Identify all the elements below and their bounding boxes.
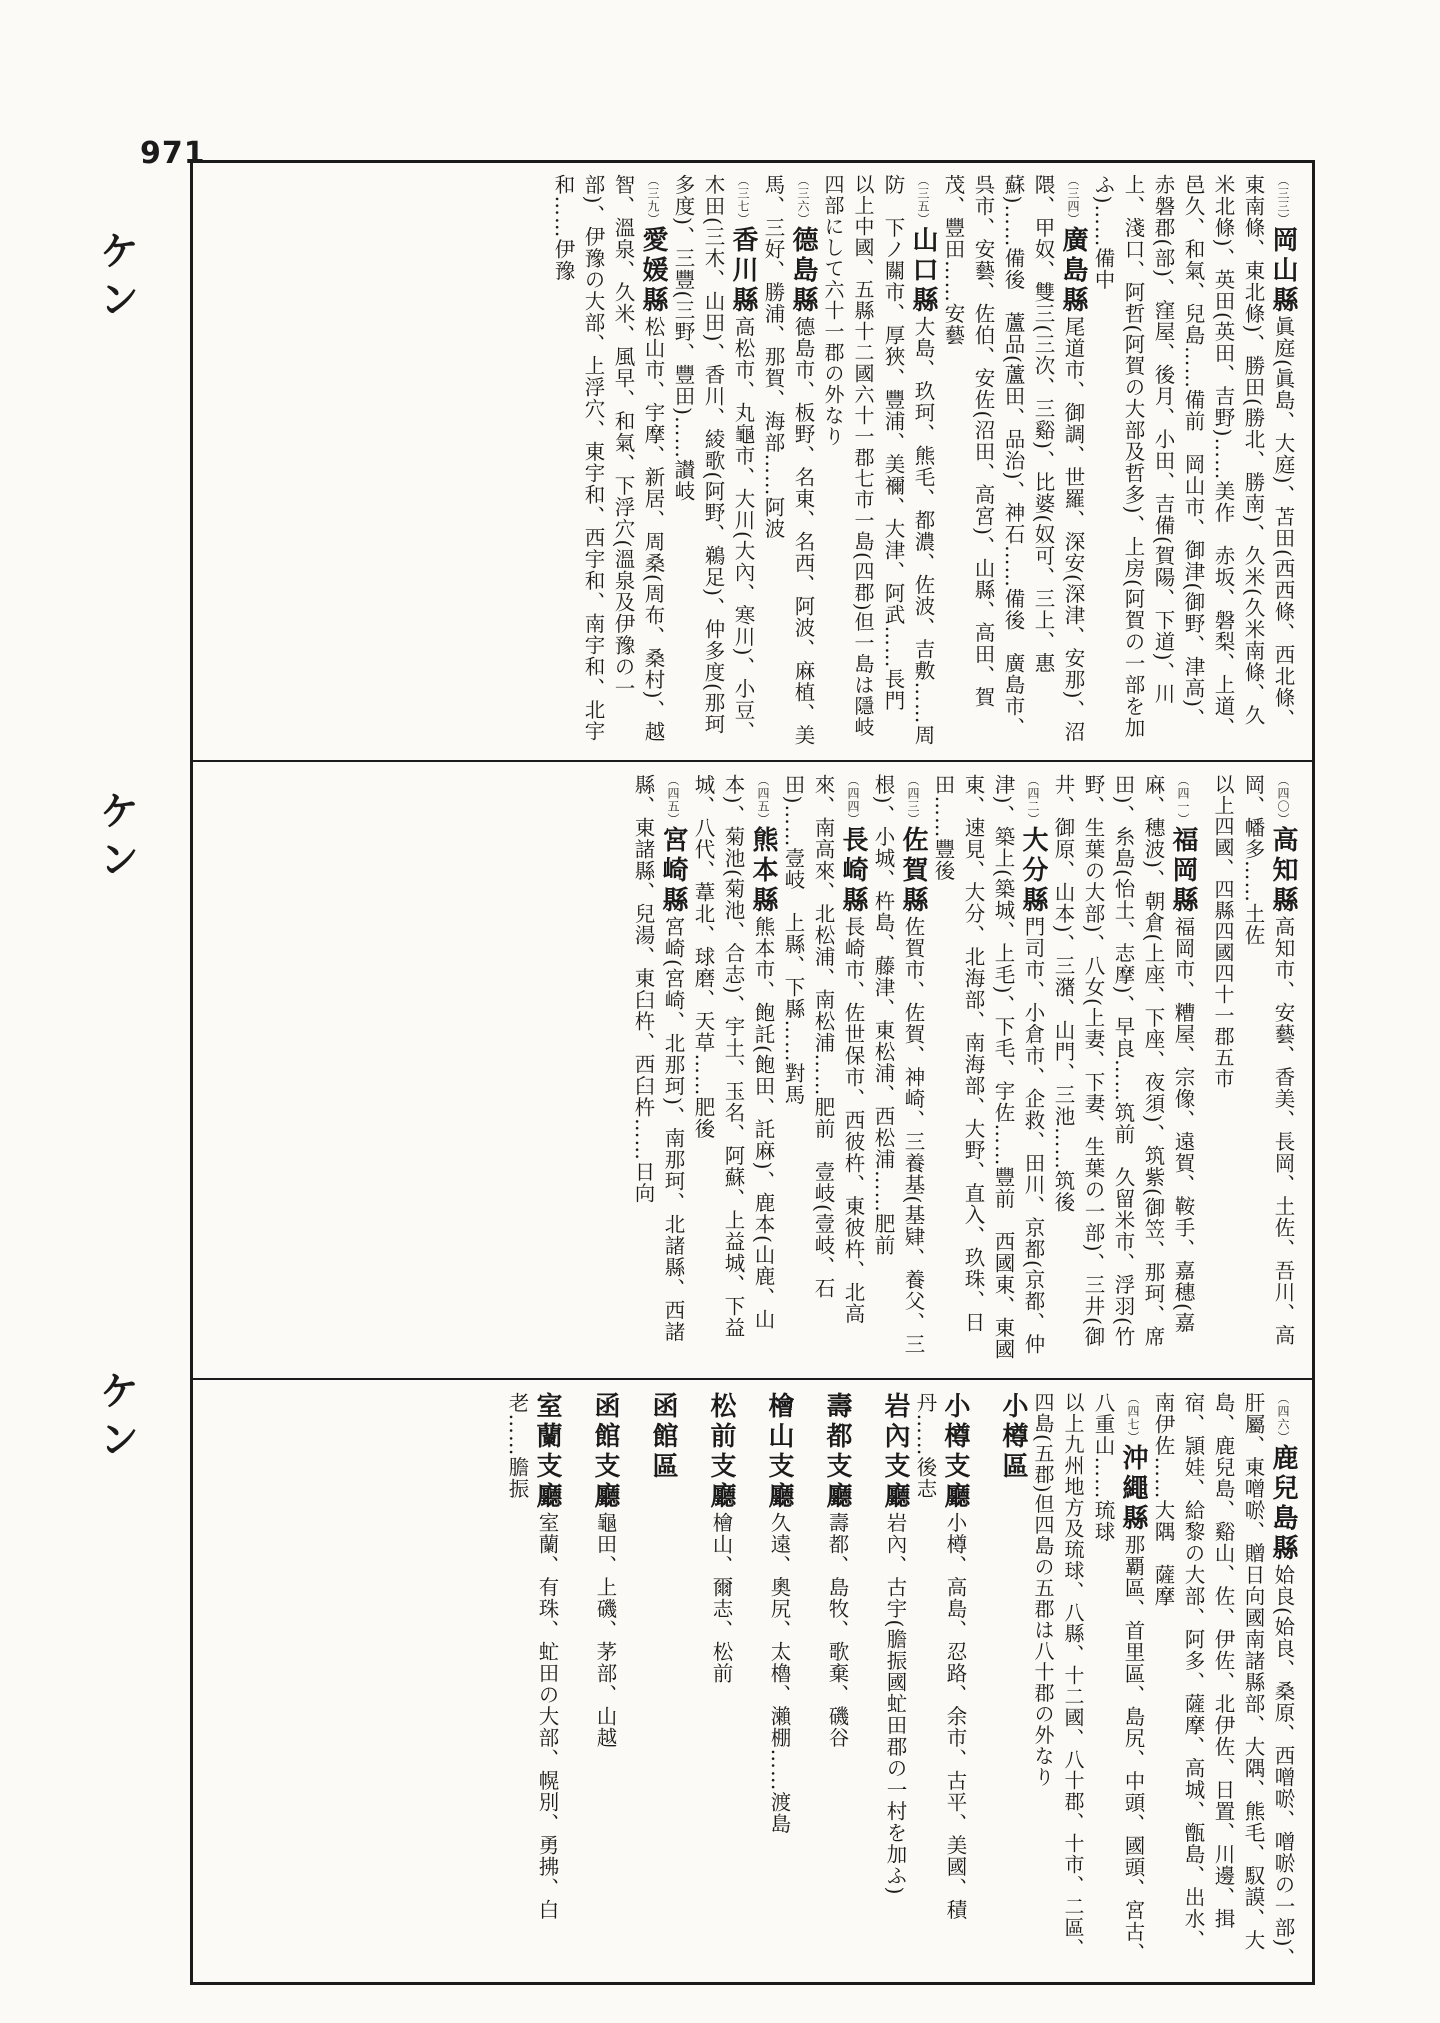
entry-text: 高松市、丸龜市、大川(大內、寒川)、小豆、木田(三木、山田)、香川、綾歌(阿野、鵜足)、仲多度(那珂多度)、三豐(三野、豐田)……讃岐 <box>671 174 755 743</box>
entry-text: 久遠、奧尻、太櫓、瀨棚……渡島 <box>767 1512 791 1835</box>
entry-name: 香川縣 <box>728 226 758 316</box>
entry-name: 佐賀縣 <box>898 826 928 916</box>
entry-text: 門司市、小倉市、企救、田川、京都(京都、仲津)、築上(築城、上毛)、下毛、宇佐……豐前 西國東、東國東、速見、大分、北海部、南海部、大野、直入、玖珠、日田……豐後 <box>931 774 1045 1360</box>
entry-text: 長崎市、佐世保市、西彼杵、東彼杵、北高來、南高來、北松浦、南松浦……肥前 壹岐(壹岐、石田)……壹岐 上縣、下縣……對馬 <box>781 774 865 1325</box>
side-heading: ケン <box>93 1370 139 1466</box>
entry-name: 函館支廳 <box>590 1392 620 1512</box>
entry-text: 眞庭(眞島、大庭)、苫田(西西條、西北條、東南條、東北條)、勝田(勝北、勝南)、久米(久米南條、久米北條)、英田(英田、吉野)……美作 赤坂、磐梨、上道、邑久、和氣、兒島……備前 岡山市、御津(御野、津高)、赤磐郡(部)、窪屋、後月、小田、吉備(賀陽、下道)、川上、淺口、阿哲(阿賀の大部及哲多)、上房(阿賀の一部を加ふ)……備中 <box>1091 174 1295 739</box>
entry-name: 松前支廳 <box>706 1392 736 1512</box>
section-divider <box>190 760 1315 762</box>
prefecture-entry <box>928 774 1048 1364</box>
entry-name: 壽都支廳 <box>822 1392 852 1512</box>
prefecture-entry <box>1088 174 1298 746</box>
prefecture-entry <box>688 774 778 1364</box>
entry-text: 松山市、宇摩、新居、周桑(周布、桑村)、越智、溫泉、久米、風早、和氣、下浮穴(溫泉及伊豫の一部)、伊豫の大部、上浮穴、東宇和、西宇和、南宇和、北宇和……伊豫 <box>551 174 665 743</box>
prefecture-entry <box>778 774 868 1364</box>
entry-text: 宮崎(宮崎、北那珂)、南那珂、北諸縣、西諸縣、東諸縣、兒湯、東臼杵、西臼杵……日向 <box>631 774 685 1343</box>
prefecture-entry <box>794 1392 852 1971</box>
entry-number: （三五） <box>916 174 930 226</box>
entry-name: 函館區 <box>648 1392 678 1482</box>
prefecture-entry <box>910 1392 970 1971</box>
entry-name: 岡山縣 <box>1268 226 1298 316</box>
prefecture-entry <box>1148 1392 1298 1971</box>
entry-name: 廣島縣 <box>1058 226 1088 316</box>
entry-text: 壽都、島牧、歌棄、磯谷 <box>825 1512 849 1749</box>
prefecture-entry <box>548 174 668 746</box>
entry-name: 愛媛縣 <box>638 226 668 316</box>
entry-number: （三六） <box>796 174 810 226</box>
side-heading: ケン <box>93 230 139 326</box>
entry-number: （三三） <box>1276 174 1290 226</box>
entry-number: （四四） <box>846 774 860 826</box>
entry-text: 那覇區、首里區、島尻、中頭、國頭、宮古、八重山……琉球 <box>1091 1392 1145 1964</box>
prefecture-entry <box>628 774 688 1364</box>
entry-text: 室蘭、有珠、虻田の大部、幌別、勇拂、白老……膽振 <box>505 1392 559 1921</box>
entry-text: 佐賀市、佐賀、神崎、三養基(基肄、養父、三根)、小城、杵島、藤津、東松浦、西松浦……肥前 <box>871 774 925 1355</box>
side-heading: ケン <box>93 790 139 886</box>
prefecture-entry <box>678 1392 736 1971</box>
entry-number: （四三） <box>906 774 920 826</box>
entry-number: （四二） <box>1026 774 1040 826</box>
entry-text: 姶良(姶良、桑原、西噌唹、噌唹の一部)、肝屬、東噌唹、贈日向國南諸縣部、大隅、熊毛、馭謨、大島、鹿兒島、谿山、佐、伊佐、北伊佐、日置、川邊、揖宿、頴娃、給黎の大部、阿多、薩摩、高城、甑島、出水、南伊佐……大隅 薩摩 <box>1151 1392 1295 1969</box>
prefecture-entry <box>736 1392 794 1971</box>
entry-text: 檜山、爾志、松前 <box>709 1512 733 1684</box>
summary-note: 以上九州地方及琉球、八縣、十二國、八十郡、十市、二區、四島(五郡)但四島の五郡は八十郡の外なり <box>1031 1392 1085 1959</box>
entry-name: 長崎縣 <box>838 826 868 916</box>
section-chugoku-shikoku <box>196 166 1308 754</box>
entry-number: （四五） <box>666 774 680 826</box>
prefecture-entry <box>1088 1392 1148 1971</box>
entry-name: 山口縣 <box>908 226 938 316</box>
entry-name: 熊本縣 <box>748 826 778 916</box>
entry-name: 小樽區 <box>998 1392 1028 1482</box>
entry-name: 大分縣 <box>1018 826 1048 916</box>
entry-number: （四六） <box>1276 1392 1290 1444</box>
prefecture-entry <box>868 774 928 1364</box>
entry-name: 高知縣 <box>1268 826 1298 916</box>
entry-name: 檜山支廳 <box>764 1392 794 1512</box>
entry-name: 德島縣 <box>788 226 818 316</box>
prefecture-entry <box>758 174 818 746</box>
prefecture-entry <box>562 1392 620 1971</box>
section-divider <box>190 1378 1315 1380</box>
page-number: 971 <box>140 136 206 171</box>
prefecture-entry <box>502 1392 562 1971</box>
prefecture-entry <box>852 1392 910 1971</box>
entry-text: 尾道市、御調、世羅、深安(深津、安那)、沼隈、甲奴、雙三(三次、三谿)、比婆(奴可、三上、惠蘇)……備後 蘆品(蘆田、品治)、神石……備後 廣島市、呉市、安藝、佐伯、安佐(沼田、高宮)、山縣、高田、賀茂、豐田……安藝 <box>941 174 1085 743</box>
prefecture-entry <box>668 174 758 746</box>
entry-name: 鹿兒島縣 <box>1268 1444 1298 1564</box>
section-kyushu-hokkaido <box>196 1384 1308 1979</box>
entry-name: 宮崎縣 <box>658 826 688 916</box>
summary-note: 以上四國、四縣四國四十一郡五市 <box>1211 774 1235 1089</box>
entry-text: 德島市、板野、名東、名西、阿波、麻植、美馬、三好、勝浦、那賀、海部……阿波 <box>761 174 815 746</box>
section-shikoku-kyushu <box>196 766 1308 1372</box>
entry-text: 高知市、安藝、香美、長岡、土佐、吾川、高岡、幡多……土佐 <box>1241 774 1295 1346</box>
entry-name: 小樽支廳 <box>940 1392 970 1512</box>
entry-number: （三七） <box>736 174 750 226</box>
entry-text: 福岡市、糟屋、宗像、遠賀、鞍手、嘉穗(嘉麻、穗波)、朝倉(上座、下座、夜須)、筑紫(御笠、那珂、席田)、糸島(怡土、志摩)、早良……筑前 久留米市、浮羽(竹野、生葉の大部)、八女(上妻、下妻、生葉の一部)、三井(御井、御原、山本)、三潴、山門、三池……筑後 <box>1051 774 1195 1348</box>
prefecture-entry <box>878 174 938 746</box>
prefecture-entry <box>620 1392 678 1971</box>
summary-note: 以上中國、五縣十二國六十一郡七市一島(四郡)但一島は隱岐四部にして六十一郡の外なり <box>821 174 875 738</box>
entry-text: 大島、玖珂、熊毛、都濃、佐波、吉敷……周防 下ノ關市、厚狹、豐浦、美禰、大津、阿武……長門 <box>881 174 935 746</box>
entry-name: 室蘭支廳 <box>532 1392 562 1512</box>
prefecture-entry <box>970 1392 1028 1971</box>
entry-text: 岩內、古宇(膽振國虻田郡の一村を加ふ) <box>883 1512 907 1896</box>
prefecture-entry <box>1048 774 1198 1364</box>
entry-name: 岩內支廳 <box>880 1392 910 1512</box>
entry-number: （三四） <box>1066 174 1080 226</box>
entry-text: 熊本市、飽託(飽田、託麻)、鹿本(山鹿、山本)、菊池(菊池、合志)、宇土、玉名、阿蘇、上益城、下益城、八代、葦北、球磨、天草……肥後 <box>691 774 775 1339</box>
entry-number: （四一） <box>1176 774 1190 826</box>
entry-number: （三九） <box>646 174 660 226</box>
entry-number: （四五） <box>756 774 770 826</box>
entry-number: （四〇） <box>1276 774 1290 826</box>
entry-number: （四七） <box>1126 1392 1140 1444</box>
entry-text: 小樽、高島、忍路、余市、古平、美國、積丹……後志 <box>913 1392 967 1921</box>
entry-text: 龜田、上磯、茅部、山越 <box>593 1512 617 1749</box>
prefecture-entry <box>938 174 1088 746</box>
entry-name: 福岡縣 <box>1168 826 1198 916</box>
prefecture-entry <box>1238 774 1298 1364</box>
entry-name: 沖繩縣 <box>1118 1444 1148 1534</box>
